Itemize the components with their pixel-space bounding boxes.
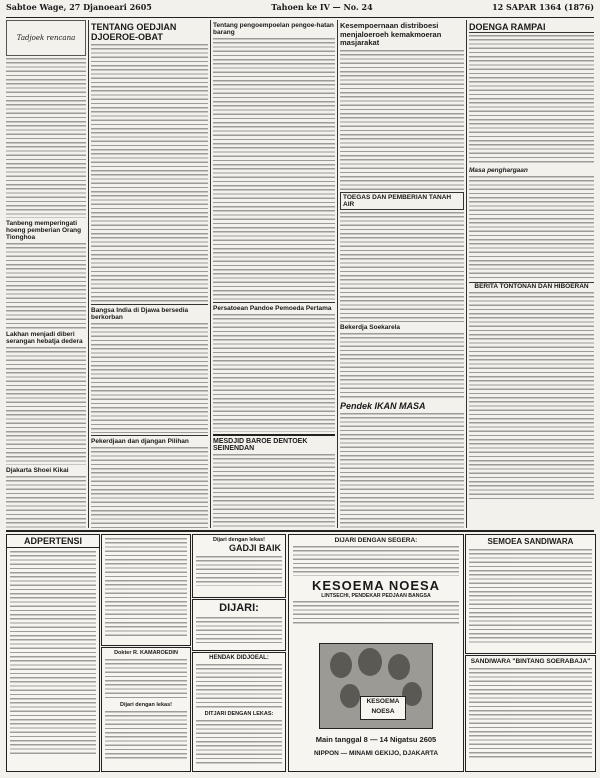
- dokter-name: Dokter R. KAMAROEDIN: [114, 650, 178, 656]
- article-headline: DOENGA RAMPAI: [469, 22, 594, 33]
- gaji-baik: GADJI BAIK: [228, 543, 281, 553]
- ad-listings: [10, 551, 96, 756]
- kesoema-title: KESOEMA NOESA: [311, 578, 441, 593]
- article-headline: Djakarta Shoei Kikai: [6, 467, 69, 474]
- dokter-ad: [101, 647, 191, 772]
- article-body: [340, 413, 464, 529]
- article-body: [213, 454, 335, 528]
- bintang-soerabaja-ad: [465, 655, 596, 772]
- article-headline: MESDJID BAROE DENTOEK SEINENDAN: [213, 434, 335, 452]
- sandiwara-heading: SANDIWARA "BINTANG SOERABAJA": [470, 658, 591, 665]
- article-body: [6, 243, 86, 329]
- advertensi-box: [6, 534, 100, 772]
- column-divider: [88, 20, 89, 528]
- masthead-date: Sabtoe Wage, 27 Djanoeari 2605: [6, 2, 152, 12]
- gaji-ad: [192, 534, 286, 598]
- column-divider: [337, 20, 338, 528]
- djual-ad: [192, 652, 286, 772]
- ad-text: [469, 549, 592, 643]
- article-headline: Tanbeng memperingati hoeng pemberian Orang Tionghoa: [6, 220, 82, 241]
- article-body: [6, 58, 86, 218]
- masthead-hijri-date: 12 SAPAR 1364 (1876): [492, 2, 594, 12]
- article-headline: Tentang pengoempoelan pengoe-hatan barang: [213, 22, 334, 36]
- screening-dates: Main tanggal 8 — 14 Nigatsu 2605: [315, 735, 437, 744]
- column-1: [6, 20, 86, 528]
- article-headline: Masa penghargaan: [469, 167, 528, 174]
- sandiwara-ad: [465, 534, 596, 654]
- ad-text: [469, 668, 592, 760]
- article-body: [340, 212, 464, 322]
- film-poster: [319, 643, 433, 729]
- ad-text: [293, 601, 459, 625]
- article-body: [6, 476, 86, 528]
- article-headline: Persatoean Pandoe Pemoeda Pertama: [213, 302, 335, 312]
- column-3: [213, 20, 335, 528]
- column-divider: [466, 20, 467, 528]
- article-body: [91, 447, 208, 528]
- article-body: [469, 292, 594, 502]
- ad-heading: DITJARI DENGAN LEKAS:: [204, 711, 274, 717]
- ad-text: [196, 664, 282, 708]
- theatre-name: NIPPON — MINAMI GEKIJO, DJAKARTA: [313, 750, 439, 757]
- ad-text: [105, 711, 187, 761]
- article-body: [6, 347, 86, 465]
- article-body: [213, 314, 335, 432]
- article-headline: BERITA TONTONAN DAN HIBOERAN: [469, 282, 594, 290]
- column-4: [340, 20, 464, 528]
- ad-text: [196, 617, 282, 643]
- column-2: [91, 20, 208, 528]
- article-body: [469, 35, 594, 165]
- article-headline: Lakhan menjadi diberi serangan hebatja dedera: [6, 331, 83, 345]
- article-body: [91, 323, 208, 433]
- ad-heading: Dijari dengan lekas!: [213, 537, 265, 543]
- ads-rule: [6, 530, 594, 532]
- article-headline: TOEGAS DAN PEMBERIAN TANAH AIR: [340, 192, 464, 210]
- article-headline: Kesempoernaan distriboesi menjaloeroeh kemakmoeran masjarakat: [340, 21, 442, 47]
- article-body: [340, 333, 464, 399]
- column-5: [469, 20, 594, 528]
- ad-text: [105, 659, 187, 699]
- ad-heading: Dijari dengan lekas!: [120, 702, 172, 708]
- article-headline: Pekerdjaan dan djangan Pilihan: [91, 435, 208, 445]
- ad-text: [196, 556, 282, 586]
- article-body: [469, 176, 594, 280]
- tadjoek-rencana-logo: Tadjoek rencana: [6, 20, 86, 56]
- ad-box: [101, 534, 191, 646]
- dijari-heading: DIJARI:: [219, 602, 259, 614]
- masthead-rule: [6, 17, 594, 18]
- column-divider: [210, 20, 211, 528]
- article-headline: Bangsa India di Djawa bersedia berkorban: [91, 304, 208, 321]
- sandiwara-heading: SEMOEA SANDIWARA: [487, 537, 574, 546]
- article-body: [213, 38, 335, 300]
- ad-text: [196, 720, 282, 764]
- ad-text: [105, 538, 187, 638]
- poster-title: KESOEMA NOESA: [360, 696, 406, 720]
- article-headline: Bekerdja Soekarela: [340, 323, 400, 331]
- masthead-volume: Tahoen ke IV — No. 24: [271, 2, 373, 12]
- article-body: [91, 44, 208, 302]
- kesoema-subtitle: LINTSECHI, PENDEKAR PEDJAAN BANGSA: [321, 593, 431, 599]
- masthead: [6, 2, 594, 16]
- dijari-ad: [192, 599, 286, 651]
- kesoema-noesa-ad: [288, 534, 464, 772]
- djual-heading: HENDAK DIDJOEAL:: [209, 655, 269, 661]
- article-headline: TENTANG OEDJIAN DJOEROE-OBAT: [91, 22, 177, 42]
- segera-heading: DIJARI DENGAN SEGERA:: [334, 537, 418, 544]
- article-body: [340, 50, 464, 190]
- ad-text: [293, 546, 459, 576]
- advertensi-title: ADPERTENSI: [7, 535, 99, 548]
- article-headline: Pendek IKAN MASA: [340, 400, 426, 411]
